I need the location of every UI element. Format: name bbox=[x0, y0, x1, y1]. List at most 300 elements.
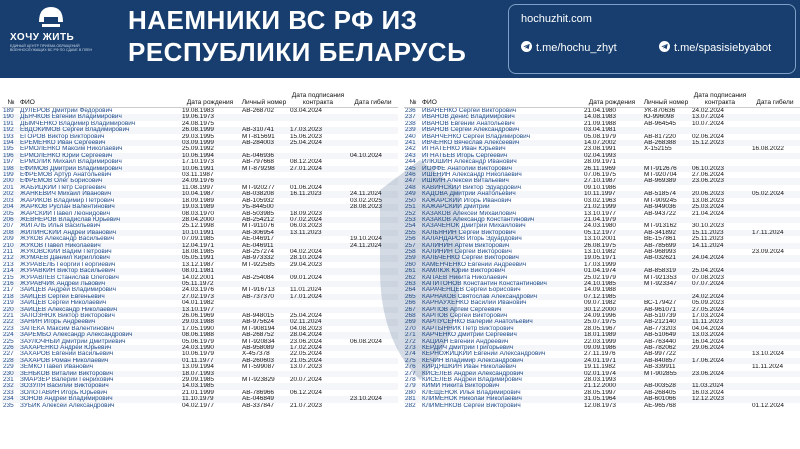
row-name: ЗАНИН Игорь Андреевич bbox=[20, 319, 180, 325]
row-num: 198 bbox=[2, 166, 20, 172]
row-birth: 18.09.1989 bbox=[182, 197, 214, 204]
row-name: ЗАХАРОВ Евгений Васильевич bbox=[20, 351, 114, 358]
row-personal: АВ-254084 bbox=[242, 274, 274, 281]
col-birth: Дата рождения bbox=[180, 80, 240, 108]
row-num: 256 bbox=[405, 236, 416, 243]
row-birth: 28.09.1971 bbox=[584, 159, 616, 166]
row-name: КИСЕЛЁВ Андрей Владимирович bbox=[422, 377, 522, 384]
row-personal: АВ-786966 bbox=[242, 389, 274, 396]
row-death: 17.11.2024 bbox=[750, 230, 800, 236]
row-contract: 04.08.2023 bbox=[290, 325, 322, 332]
row-contract: 21.07.2023 bbox=[290, 402, 322, 409]
row-personal: АЕ-965768 bbox=[644, 402, 676, 409]
row-name: КАРАЧЕНЦЕВ Сергей Борисович bbox=[422, 287, 521, 294]
header-banner bbox=[0, 0, 800, 78]
row-num: 268 bbox=[405, 313, 416, 319]
row-name: ИШКИН Алексей Витальевич bbox=[422, 178, 582, 184]
row-contract: 04.04.2024 bbox=[692, 325, 724, 332]
row-contract: 13.07.2024 bbox=[690, 114, 750, 120]
row-name: ДЬЯЧКОВ Евгений Владимирович bbox=[20, 114, 180, 120]
row-birth: 08.01.1981 bbox=[180, 268, 240, 274]
row-num: 246 bbox=[405, 172, 416, 179]
row-name: КАРЧЕНКО Дмитрий Сергеевич bbox=[422, 332, 582, 338]
logo bbox=[6, 4, 102, 74]
row-contract: 11.01.2024 bbox=[290, 287, 322, 294]
page-title: НАЕМНИКИ ВС РФ ИЗ РЕСПУБЛИКИ БЕЛАРУСЬ bbox=[128, 5, 467, 67]
row-num: 230 bbox=[2, 371, 20, 377]
row-name: КЛЕЩЕНОК Илья Владимирович bbox=[422, 389, 521, 396]
row-death: 13.10.2024 bbox=[752, 351, 784, 358]
row-num: 231 bbox=[3, 377, 14, 384]
row-personal: МТ-922585 bbox=[242, 261, 275, 268]
row-num: 220 bbox=[2, 307, 20, 313]
row-name: ДЫМЧЕНКО Владимир Владимирович bbox=[20, 120, 136, 127]
row-death: 16.08.2022 bbox=[752, 146, 784, 153]
row-num: 217 bbox=[3, 287, 14, 294]
row-num: 267 bbox=[404, 307, 422, 313]
row-personal: АВ-003528 bbox=[642, 383, 690, 389]
row-contract: 07.02.2024 bbox=[288, 217, 348, 223]
row-name: ЕРМОЛИК Михаил Владимирович bbox=[20, 159, 122, 166]
row-name: ЖУКОВ Александр Васильевич bbox=[20, 236, 114, 243]
row-birth: 08.06.1988 bbox=[180, 332, 240, 338]
row-name: ИВЧЕНКО Вячеслав Алексеевич bbox=[422, 140, 582, 146]
row-name: КЕРДИЧ Дмитрий Григорьевич bbox=[422, 345, 582, 351]
row-personal: МТ-912676 bbox=[642, 166, 690, 172]
row-personal: АВ-973332 bbox=[240, 255, 288, 261]
row-num: 236 bbox=[405, 107, 416, 114]
row-contract: 13.03.2024 bbox=[690, 332, 750, 338]
row-birth: 09.07.1982 bbox=[584, 300, 616, 307]
row-personal: АВ-785699 bbox=[642, 243, 690, 249]
row-num: 247 bbox=[404, 178, 422, 184]
row-contract: 30.10.2023 bbox=[692, 223, 724, 230]
row-num: 216 bbox=[2, 281, 20, 287]
row-num: 218 bbox=[2, 294, 20, 300]
row-num: 269 bbox=[404, 319, 422, 325]
row-name: ЗАЙЦЕВ Сергей Евгеньевич bbox=[20, 294, 180, 300]
row-num: 275 bbox=[404, 358, 422, 364]
row-contract: 21.05.2024 bbox=[288, 358, 348, 364]
row-num: 260 bbox=[405, 261, 416, 268]
row-name: ЗОНОВ Андрей Владимирович bbox=[20, 396, 180, 402]
row-contract: 16.11.2023 bbox=[288, 191, 348, 197]
row-personal: АВ-105932 bbox=[242, 197, 274, 204]
row-contract: 07.08.2023 bbox=[692, 274, 724, 281]
row-num: 232 bbox=[2, 383, 20, 389]
row-num: 254 bbox=[405, 223, 416, 230]
row-birth: 09.10.1986 bbox=[584, 184, 616, 191]
row-num: 276 bbox=[405, 364, 416, 371]
col-contract: Дата подписания контракта bbox=[288, 80, 348, 108]
row-death: 23.10.2024 bbox=[348, 396, 398, 402]
row-contract: 21.04.2024 bbox=[692, 210, 724, 217]
row-num: 222 bbox=[2, 319, 20, 325]
row-contract: 06.10.2023 bbox=[690, 166, 750, 172]
row-personal: АВ-961071 bbox=[642, 307, 690, 313]
row-name: КАЗАЧЕНОК Дмитрий Михайлович bbox=[422, 223, 526, 230]
row-birth: 27.02.1973 bbox=[180, 294, 240, 300]
row-birth: 10.06.1979 bbox=[182, 351, 214, 358]
row-birth: 07.09.1985 bbox=[182, 236, 214, 243]
mercenary-table-right bbox=[404, 80, 800, 409]
row-name: ЖУРАВКИН Виктор Васильевич bbox=[20, 268, 180, 274]
row-contract: 22.05.2024 bbox=[290, 351, 322, 358]
row-num: 197 bbox=[3, 159, 14, 166]
row-birth: 10.06.1994 bbox=[180, 153, 240, 159]
row-personal: АВ-284003 bbox=[240, 140, 288, 146]
row-personal: АВ-964545 bbox=[644, 120, 676, 127]
row-personal: АВ-337847 bbox=[242, 402, 274, 409]
row-personal: МТ-923829 bbox=[242, 377, 275, 384]
row-num: 265 bbox=[404, 294, 422, 300]
row-birth: 13.09.1994 bbox=[182, 364, 214, 371]
row-birth: 24.03.1990 bbox=[180, 345, 240, 351]
telegram-link-2[interactable]: t.me/spasisiebyabot bbox=[659, 41, 771, 54]
helmet-icon bbox=[36, 4, 66, 30]
row-personal: АВ-510739 bbox=[644, 313, 676, 319]
row-birth: 05.12.1977 bbox=[582, 230, 642, 236]
row-birth: 26.08.1975 bbox=[582, 243, 642, 249]
row-death: 28.08.2023 bbox=[348, 204, 398, 210]
row-num: 263 bbox=[404, 281, 422, 287]
row-birth: 18.07.1993 bbox=[180, 371, 240, 377]
table-row bbox=[404, 403, 800, 409]
row-name: КАЖАРСКИЙ Игорь Иванович bbox=[422, 197, 512, 204]
row-num: 193 bbox=[3, 133, 14, 140]
row-contract: 27.05.2024 bbox=[690, 307, 750, 313]
row-birth: 27.10.1987 bbox=[582, 178, 642, 184]
row-name: КАМЛЮК Юрий Викторович bbox=[422, 268, 582, 274]
left-table-block bbox=[2, 80, 398, 409]
row-contract: 10.07.2024 bbox=[692, 120, 724, 127]
row-name: ЗУБИК Алексей Александрович bbox=[20, 402, 115, 409]
row-contract: 15.06.2023 bbox=[290, 133, 322, 140]
row-death: 23.09.2024 bbox=[752, 248, 784, 255]
row-name: ЖУМАЕВ Даниил Кириллович bbox=[20, 255, 180, 261]
row-birth: 13.10.1977 bbox=[584, 210, 616, 217]
row-name: ЕРЁМЕНКО Иван Сергеевич bbox=[20, 140, 180, 146]
row-name: ИВАНОВ Сергей Александрович bbox=[422, 127, 582, 133]
row-birth: 26.08.1999 bbox=[180, 127, 240, 133]
col-fio: ФИО bbox=[20, 80, 180, 108]
row-personal: АВ-257274 bbox=[242, 248, 274, 255]
row-personal: АВ-306954 bbox=[240, 230, 288, 236]
row-num: 196 bbox=[2, 153, 20, 159]
row-contract: 06.12.2024 bbox=[290, 389, 322, 396]
row-num: 262 bbox=[405, 274, 416, 281]
row-birth: 29.03.1988 bbox=[180, 319, 240, 325]
row-name: ЖУКОВ Павел Николаевич bbox=[20, 243, 180, 249]
row-personal: АВ-260603 bbox=[240, 358, 288, 364]
row-name: ДУЛЕРОВ Дмитрий Федорович bbox=[20, 107, 113, 114]
row-contract: 27.01.2024 bbox=[288, 166, 348, 172]
row-name: КАРНАУХЕНКО Василий Иванович bbox=[422, 300, 527, 307]
row-birth: 25.09.1992 bbox=[182, 146, 214, 153]
row-name: ЖАНКЕВИЧ Михаил Иванович bbox=[20, 191, 180, 197]
row-contract: 29.04.2023 bbox=[290, 261, 322, 268]
row-personal: АЕ-046849 bbox=[240, 396, 288, 402]
row-personal: ВЕ-157861 bbox=[644, 236, 676, 243]
row-birth: 24.03.1976 bbox=[182, 287, 214, 294]
row-birth: 19.06.1973 bbox=[180, 114, 240, 120]
row-contract: 23.06.2023 bbox=[690, 178, 750, 184]
row-name: КАПИТОНОВ Константин Константинович bbox=[422, 281, 582, 287]
row-death: 01.12.2024 bbox=[752, 402, 784, 409]
row-birth: 17.03.1999 bbox=[584, 261, 616, 268]
row-personal: АВ-510649 bbox=[642, 332, 690, 338]
row-num: 277 bbox=[404, 371, 422, 377]
row-birth: 13.10.1977 bbox=[180, 307, 240, 313]
row-personal: МТ-920277 bbox=[242, 184, 275, 191]
row-contract: 13.07.2023 bbox=[290, 364, 322, 371]
row-contract: 17.03.2024 bbox=[692, 313, 724, 319]
row-name: ЖАРКОВ Руслан Валентинович bbox=[20, 204, 180, 210]
row-personal: АВ-840857 bbox=[642, 358, 690, 364]
row-contract: 11.11.2023 bbox=[690, 319, 750, 325]
row-birth: 29.03.1995 bbox=[182, 133, 214, 140]
row-name: КАЦИАН Евгений Андреевич bbox=[422, 338, 509, 345]
row-birth: 05.11.1972 bbox=[180, 281, 240, 287]
row-name: ЕФРЕМОВ Артур Анатольевич bbox=[20, 172, 112, 179]
row-num: 278 bbox=[405, 377, 416, 384]
row-name: ИВАНОВ Евгений Анатольевич bbox=[422, 120, 515, 127]
row-name: ЗАХАРОВ Роман Николаевич bbox=[20, 358, 180, 364]
row-num: 191 bbox=[3, 120, 14, 127]
row-birth: 25.02.1979 bbox=[584, 274, 616, 281]
row-birth: 28.05.1997 bbox=[584, 389, 616, 396]
row-name: ЗАУЛОЧНЫЙ Дмитрий Дмитриевич bbox=[20, 338, 126, 345]
row-num: 226 bbox=[2, 345, 20, 351]
row-name: КАПАЕВ Никита Николаевич bbox=[422, 274, 508, 281]
row-num: 229 bbox=[3, 364, 14, 371]
row-num: 245 bbox=[404, 166, 422, 172]
row-birth: 23.08.1991 bbox=[584, 146, 616, 153]
row-name: ЖАРСКИЙ Павел Леонидович bbox=[20, 210, 110, 217]
row-name: КАМЕНЧЕНКО Евгений Андреевич bbox=[422, 261, 527, 268]
row-death: 03.02.2025 bbox=[350, 197, 382, 204]
row-birth: 11.10.1979 bbox=[180, 396, 240, 402]
row-contract: 29.06.2024 bbox=[690, 345, 750, 351]
row-name: ИШЕНИН Александр Николаевич bbox=[422, 172, 522, 179]
row-name: ЖУРАВЧИК Андрей Львович bbox=[20, 281, 180, 287]
row-personal: МТ-815691 bbox=[242, 133, 275, 140]
row-birth: 10.04.1987 bbox=[180, 191, 240, 197]
row-birth: 12.04.1971 bbox=[180, 243, 240, 249]
telegram-icon bbox=[521, 41, 532, 52]
col-fio: ФИО bbox=[422, 80, 582, 108]
row-contract: 17.03.2023 bbox=[288, 127, 348, 133]
row-name: ЗМАРЗЕР Валерий Генрихович bbox=[20, 377, 114, 384]
row-death bbox=[348, 403, 398, 409]
row-num: 195 bbox=[3, 146, 14, 153]
row-contract: 15.11.2023 bbox=[690, 230, 750, 236]
row-contract: 24.02.2024 bbox=[690, 294, 750, 300]
row-contract: 23.06.2024 bbox=[290, 338, 322, 345]
row-name: КАРПОВ Артем Сергеевич bbox=[422, 307, 582, 313]
row-num: 248 bbox=[405, 184, 416, 191]
row-personal: АВ-268702 bbox=[242, 107, 274, 114]
row-name: ИОФФЕ Анатолий Викторович bbox=[422, 166, 582, 172]
row-contract: 16.04.2024 bbox=[692, 338, 724, 345]
row-birth: 19.11.1982 bbox=[584, 364, 616, 371]
row-personal: МТ-916713 bbox=[242, 287, 275, 294]
row-birth: 31.05.1964 bbox=[582, 396, 642, 402]
row-num: 261 bbox=[404, 268, 422, 274]
row-num: 273 bbox=[404, 345, 422, 351]
row-birth: 17.10.1973 bbox=[182, 159, 214, 166]
row-name: ЖУРАВЛЕВ Станислав Олегович bbox=[20, 274, 119, 281]
row-personal: АВ-601066 bbox=[642, 396, 690, 402]
row-contract: 25.04.2024 bbox=[690, 268, 750, 274]
col-personal: Личный номер bbox=[240, 80, 288, 108]
row-birth: 05.06.1979 bbox=[182, 338, 214, 345]
row-name: ЗАЙЦЕВ Сергей Николаевич bbox=[20, 300, 107, 307]
row-contract: 09.01.2024 bbox=[290, 274, 322, 281]
row-birth: 07.12.1985 bbox=[582, 294, 642, 300]
row-num: 271 bbox=[404, 332, 422, 338]
telegram-link-1[interactable]: t.me/hochu_zhyt bbox=[521, 41, 617, 54]
row-num: 194 bbox=[2, 140, 20, 146]
row-num: 221 bbox=[3, 313, 14, 319]
row-birth: 02.04.1993 bbox=[582, 153, 642, 159]
row-contract: 07.07.2024 bbox=[690, 281, 750, 287]
row-personal: ВС-179427 bbox=[644, 300, 677, 307]
row-num: 209 bbox=[3, 236, 14, 243]
row-birth: 24.09.1976 bbox=[180, 178, 240, 184]
row-birth: 25.12.1998 bbox=[182, 223, 214, 230]
row-name: ЕФРЕМОВ Олег Борисович bbox=[20, 178, 180, 184]
row-death: 24.11.2024 bbox=[348, 191, 398, 197]
row-birth: 03.02.1963 bbox=[584, 197, 616, 204]
row-name: ЖУКОВСКИЙ Вадим Петрович bbox=[20, 248, 112, 255]
row-name: КАЛИНИН Сергей Викторович bbox=[422, 248, 512, 255]
row-num: 214 bbox=[2, 268, 20, 274]
row-num: 274 bbox=[405, 351, 416, 358]
row-personal: АВ-797668 bbox=[242, 159, 274, 166]
row-birth: 02.01.1974 bbox=[582, 371, 642, 377]
row-birth: 04.01.1982 bbox=[182, 300, 214, 307]
row-birth: 21.04.1979 bbox=[582, 217, 642, 223]
row-personal: МТ-879298 bbox=[240, 166, 288, 172]
logo-name: ХОЧУ ЖИТЬ bbox=[10, 32, 75, 43]
row-num: 234 bbox=[2, 396, 20, 402]
row-personal: АВ-503985 bbox=[242, 210, 274, 217]
row-contract: 12.12.2023 bbox=[690, 396, 750, 402]
row-birth: 26.06.1969 bbox=[182, 313, 214, 319]
row-name: КАЗАКОВ Александр Константинович bbox=[422, 217, 582, 223]
row-birth: 05.08.1979 bbox=[584, 133, 616, 140]
row-num: 235 bbox=[3, 402, 14, 409]
row-birth: 01.11.1977 bbox=[180, 358, 240, 364]
row-name: КАЛЬЯНИН Сергей Викторович bbox=[422, 230, 582, 236]
row-birth: 24.09.1996 bbox=[584, 313, 616, 319]
row-birth: 17.05.1990 bbox=[182, 325, 214, 332]
row-num: 190 bbox=[2, 114, 20, 120]
row-contract: 28.10.2024 bbox=[288, 255, 348, 261]
logo-subtitle: ЕДИНЫЙ ЦЕНТР ПРИЕМА ОБРАЩЕНИЙ ВОЕННОСЛУЖАЩИХ ВС РФ ПО СДАЧЕ В ПЛЕН bbox=[10, 44, 93, 53]
row-birth: 10.11.1997 bbox=[582, 191, 642, 197]
row-num: 227 bbox=[3, 351, 14, 358]
row-personal: АВ-212140 bbox=[642, 319, 690, 325]
row-contract: 18.09.2023 bbox=[290, 210, 322, 217]
row-num: 189 bbox=[3, 107, 14, 114]
row-personal: МТ-920704 bbox=[644, 172, 677, 179]
row-name: ЕРМОЛЕНКО Юрий Сергеевич bbox=[20, 153, 180, 159]
row-personal: АВ-948015 bbox=[242, 313, 274, 319]
row-birth: 28.05.1967 bbox=[584, 325, 616, 332]
row-birth: 08.03.1970 bbox=[182, 210, 214, 217]
row-birth: 24.10.1985 bbox=[582, 281, 642, 287]
row-contract: 06.03.2023 bbox=[290, 223, 322, 230]
row-contract: 16.03.2024 bbox=[692, 389, 724, 396]
row-num: 258 bbox=[405, 248, 416, 255]
row-contract: 08.12.2024 bbox=[290, 159, 322, 166]
row-contract: 01.06.2024 bbox=[290, 184, 322, 191]
row-name: КАЗАКОВ Алексей Михайлович bbox=[422, 210, 516, 217]
row-death: 04.10.2024 bbox=[348, 153, 398, 159]
row-num: 249 bbox=[404, 191, 422, 197]
col-death: Дата гибели bbox=[750, 80, 800, 108]
row-personal: АВ-737370 bbox=[240, 294, 288, 300]
row-birth: 30.12.2000 bbox=[582, 307, 642, 313]
row-name: ЗАПЕКА Максим Валентинович bbox=[20, 325, 114, 332]
row-name: ИГНАТЕНКО Иван Юрьевич bbox=[422, 146, 506, 153]
row-personal: АВ-968993 bbox=[644, 248, 676, 255]
row-personal: Х-152155 bbox=[644, 146, 672, 153]
row-birth: 21.02.1999 bbox=[582, 204, 642, 210]
row-personal: АВ-038208 bbox=[240, 191, 288, 197]
row-name: ЕГОРОВ Виктор Викторович bbox=[20, 133, 105, 140]
row-personal: МТ-913162 bbox=[644, 223, 677, 230]
row-birth: 14.09.1988 bbox=[584, 287, 616, 294]
row-contract: 13.08.2023 bbox=[692, 197, 724, 204]
row-birth: 10.10.1991 bbox=[180, 230, 240, 236]
row-name: КАРНАКОВ Святослав Александрович bbox=[422, 294, 582, 300]
row-num: 207 bbox=[3, 223, 14, 230]
contacts-box bbox=[508, 4, 796, 74]
row-personal: АВ-339911 bbox=[644, 364, 676, 371]
row-num: 241 bbox=[404, 140, 422, 146]
row-num: 224 bbox=[2, 332, 20, 338]
row-birth: 28.03.1993 bbox=[584, 377, 616, 384]
row-name: ИГНАТЬЕВ Игорь Сергеевич bbox=[422, 153, 582, 159]
row-contract: 03.04.2024 bbox=[290, 107, 322, 114]
col-birth: Дата рождения bbox=[582, 80, 642, 108]
row-num: 252 bbox=[405, 210, 416, 217]
col-death: Дата гибели bbox=[348, 80, 398, 108]
row-name: ЖАРИКОВ Владимир Петрович bbox=[20, 197, 115, 204]
row-personal: АВ-943722 bbox=[644, 210, 676, 217]
row-personal: Х-457378 bbox=[242, 351, 270, 358]
row-num: 203 bbox=[3, 197, 14, 204]
row-contract bbox=[690, 403, 750, 409]
row-name: ЗАИЦЕВ Андрей Владимирович bbox=[20, 287, 116, 294]
row-name: ЕФИМОВ Дмитрий Владимирович bbox=[20, 166, 180, 172]
site-link[interactable]: hochuzhit.com bbox=[521, 13, 592, 25]
row-personal: УК-870636 bbox=[644, 107, 676, 114]
row-birth: 03.09.1999 bbox=[180, 140, 240, 146]
row-name: КЕРНОЖИЦКИЙ Евгений Александрович bbox=[422, 351, 546, 358]
row-contract: 23.06.2024 bbox=[690, 371, 750, 377]
row-name: ЗОЗУЛЯ Василий Викторович bbox=[20, 383, 180, 389]
row-num: 257 bbox=[404, 243, 422, 249]
row-num: 251 bbox=[404, 204, 422, 210]
row-name: КЛИМЕНОК Николай Николаевич bbox=[422, 396, 582, 402]
row-birth: 03.11.1987 bbox=[182, 172, 214, 179]
row-contract: 11.03.2024 bbox=[690, 383, 750, 389]
row-contract: 05.09.2023 bbox=[692, 300, 724, 307]
